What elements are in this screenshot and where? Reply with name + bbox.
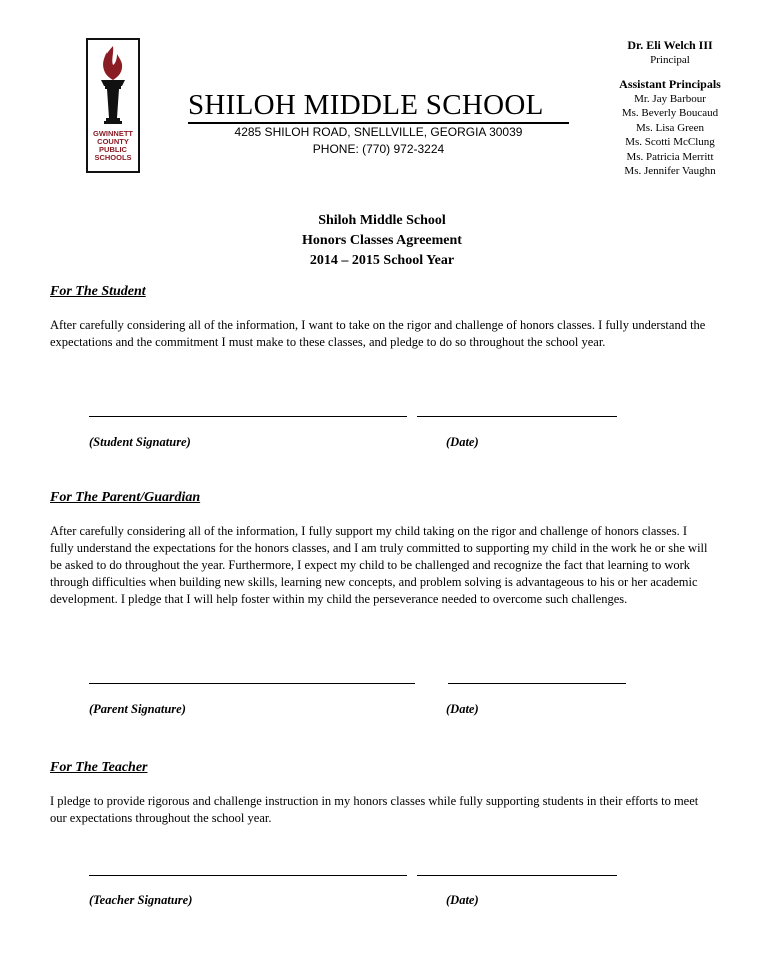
document-title bbox=[182, 211, 582, 271]
gcps-logo bbox=[86, 38, 140, 173]
parent-date-line[interactable] bbox=[448, 683, 626, 684]
teacher-section-body: I pledge to provide rigorous and challenge instruction in my honors classes while fully supporting students in their efforts to meet our expectations throughout the school year. bbox=[50, 794, 699, 825]
assistant-principal: Ms. Beverly Boucaud bbox=[621, 107, 719, 119]
student-date-line[interactable] bbox=[417, 416, 617, 417]
parent-signature-line[interactable] bbox=[89, 683, 415, 684]
principal-title: Principal bbox=[650, 53, 690, 66]
logo-text-line: SCHOOLS bbox=[94, 153, 132, 162]
teacher-section-heading: For The Teacher bbox=[50, 760, 148, 775]
student-signature-label: (Student Signature) bbox=[89, 435, 191, 449]
teacher-date-line[interactable] bbox=[417, 875, 617, 876]
assistant-principal: Ms. Patricia Merritt bbox=[626, 150, 714, 163]
logo-text-line: GWINNETT bbox=[93, 129, 133, 138]
title-line: 2014 – 2015 School Year bbox=[309, 253, 455, 268]
student-date-label: (Date) bbox=[446, 435, 479, 449]
assistant-principal: Ms. Scotti McClung bbox=[625, 136, 715, 148]
title-line: Honors Classes Agreement bbox=[302, 233, 462, 248]
header-divider bbox=[188, 122, 569, 124]
school-phone: PHONE: (770) 972-3224 bbox=[312, 142, 445, 156]
student-signature-line[interactable] bbox=[89, 416, 407, 417]
principal-name: Dr. Eli Welch III bbox=[627, 38, 713, 52]
logo-text-line: PUBLIC bbox=[99, 145, 127, 154]
student-section-heading: For The Student bbox=[50, 284, 146, 299]
student-section-body: After carefully considering all of the information, I want to take on the rigor and challenge of honors classes. I fully understand the expectations and the commitment I must make to these classes, and pledge to do so throughout the school year. bbox=[50, 318, 706, 349]
assistant-principal: Mr. Jay Barbour bbox=[634, 92, 706, 105]
teacher-signature-label: (Teacher Signature) bbox=[89, 893, 193, 907]
staff-list bbox=[585, 38, 755, 179]
logo-text-line: COUNTY bbox=[97, 137, 129, 146]
parent-section-body: After carefully considering all of the information, I fully support my child taking on the rigor and challenge of honors classes. I fully understand the expectations for the honors classes, and I am truly committed to supporting my child in the work he or she will be asked to do throughout the year. Furthermore, I expect my child to be challenged and recognize the fact that learning to work through difficulties when building new skills, learning new concepts, and problem solving is advantageous to his or her academic development. I pledge that I will help foster within my child the perseverance needed to overcome such challenges. bbox=[50, 524, 708, 606]
assistant-principals-heading: Assistant Principals bbox=[619, 77, 721, 91]
school-name: SHILOH MIDDLE SCHOOL bbox=[188, 89, 544, 121]
parent-signature-label: (Parent Signature) bbox=[89, 702, 186, 716]
parent-section-heading: For The Parent/Guardian bbox=[50, 490, 201, 505]
school-address: 4285 SHILOH ROAD, SNELLVILLE, GEORGIA 30039 bbox=[234, 125, 523, 139]
teacher-signature-line[interactable] bbox=[89, 875, 407, 876]
assistant-principal: Ms. Lisa Green bbox=[635, 121, 705, 134]
teacher-date-label: (Date) bbox=[446, 893, 479, 907]
title-line: Shiloh Middle School bbox=[318, 213, 446, 228]
parent-date-label: (Date) bbox=[446, 702, 479, 716]
assistant-principal: Ms. Jennifer Vaughn bbox=[624, 165, 716, 177]
